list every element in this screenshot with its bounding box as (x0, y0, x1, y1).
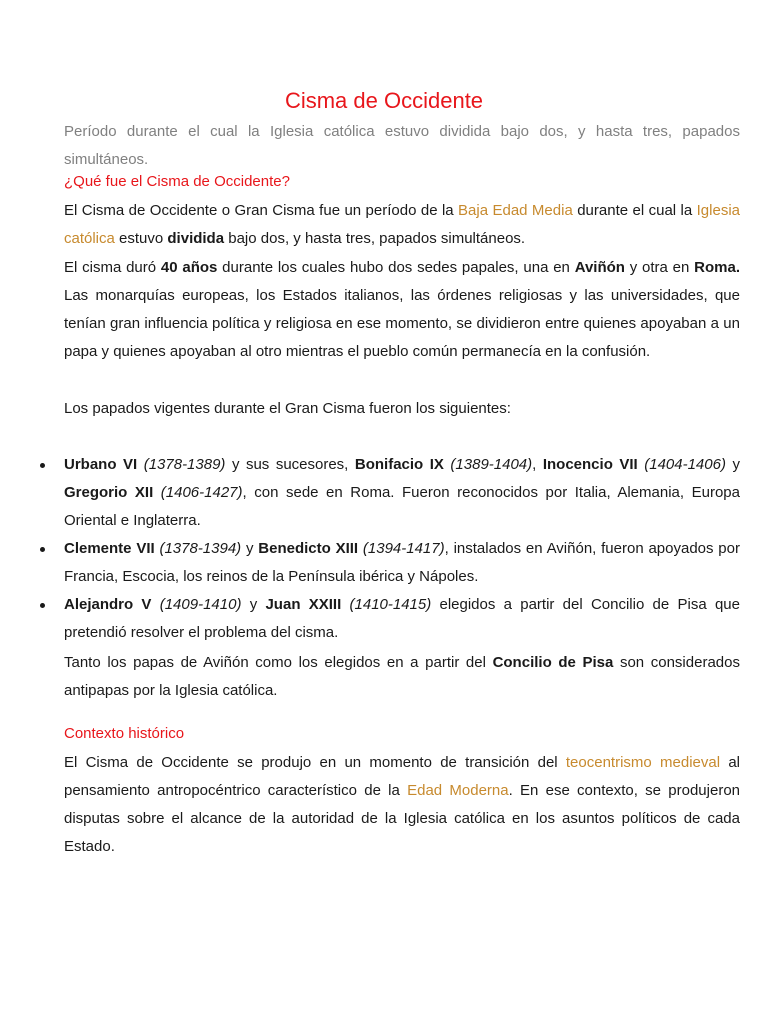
text-span: al pensamiento antropocéntrico característico de la (64, 754, 740, 799)
bullet-icon (40, 603, 45, 608)
bold-text: 40 años (160, 259, 218, 276)
text-span: , con sede en Roma. Fueron reconocidos por Italia, Alemania, Europa Oriental e Inglaterra. (64, 484, 740, 529)
paragraph-list-intro: Los papados vigentes durante el Gran Cisma fueron los siguientes: (64, 400, 511, 417)
link-teocentrismo-medieval[interactable]: teocentrismo medieval (565, 754, 721, 771)
pope-name: Bonifacio IX (354, 456, 444, 473)
pope-dates: (1404-1406) (637, 456, 726, 473)
pope-dates: (1406-1427) (153, 484, 243, 501)
papacy-list (0, 451, 768, 647)
text-span: Las monarquías europeas, los Estados italianos, las órdenes religiosas y las universidades, que tenían gran influencia política y religiosa en ese momento, se dividieron entre quienes apoyaban a un papa y quienes apoyaban al otro mientras el pueblo común permanecía en la confusión. (64, 287, 740, 360)
pope-name: Alejandro V (64, 596, 152, 613)
text-span: y sus sucesores, (225, 456, 355, 473)
pope-name: Juan XXIII (265, 596, 342, 613)
bold-text: Roma. (694, 259, 740, 276)
list-item (0, 591, 768, 647)
section-heading-what: ¿Qué fue el Cisma de Occidente? (64, 173, 290, 190)
bullet-icon (40, 463, 45, 468)
list-item-text (64, 535, 740, 591)
paragraph-antipopes (64, 649, 740, 705)
text-span: durante los cuales hubo dos sedes papales, una en (217, 259, 575, 276)
bold-text: Aviñón (574, 259, 625, 276)
pope-name: Urbano VI (64, 456, 138, 473)
pope-dates: (1378-1389) (137, 456, 226, 473)
pope-dates: (1394-1417) (358, 540, 445, 557)
paragraph-intro (64, 197, 740, 253)
text-span: son considerados antipapas por la Iglesia católica. (64, 654, 740, 699)
text-span: estuvo (114, 230, 168, 247)
pope-dates: (1389-1404) (443, 456, 533, 473)
link-baja-edad-media[interactable]: Baja Edad Media (458, 202, 573, 219)
text-span: elegidos a partir del Concilio de Pisa que pretendió resolver el problema del cisma. (64, 596, 740, 641)
text-span: El Cisma de Occidente se produjo en un momento de transición del (64, 754, 566, 771)
text-span: y otra en (624, 259, 695, 276)
text-span: y (725, 456, 740, 473)
list-item-text (64, 591, 740, 647)
text-span: y (241, 596, 266, 613)
page-title: Cisma de Occidente (284, 88, 484, 113)
paragraph-context (64, 749, 740, 861)
subtitle: Período durante el cual la Iglesia católica estuvo dividida bajo dos, y hasta tres, papados simultáneos. (64, 123, 740, 168)
text-span: durante el cual la (572, 202, 697, 219)
text-span: Tanto los papas de Aviñón como los elegidos en a partir del (64, 654, 493, 671)
pope-dates: (1409-1410) (151, 596, 242, 613)
pope-dates: (1378-1394) (154, 540, 242, 557)
paragraph-duration (64, 254, 740, 366)
text-span: El Cisma de Occidente o Gran Cisma fue un período de la (64, 202, 459, 219)
text-span: y (241, 540, 259, 557)
section-heading-context: Contexto histórico (64, 725, 185, 742)
text-span: , instalados en Aviñón, fueron apoyados por Francia, Escocia, los reinos de la Península ibérica y Nápoles. (64, 540, 740, 585)
text-span: El cisma duró (64, 259, 161, 276)
pope-name: Benedicto XIII (258, 540, 359, 557)
pope-name: Inocencio VII (542, 456, 638, 473)
text-span: , (532, 456, 543, 473)
bullet-icon (40, 547, 45, 552)
list-item-text (64, 451, 740, 535)
bold-text: dividida (167, 230, 225, 247)
list-item (0, 451, 768, 535)
pope-dates: (1410-1415) (341, 596, 432, 613)
link-edad-moderna[interactable]: Edad Moderna (407, 782, 509, 799)
pope-name: Clemente VII (64, 540, 155, 557)
text-span: . En ese contexto, se produjeron disputas sobre el alcance de la autoridad de la Iglesia católica en los asuntos políticos de cada Estado. (64, 782, 740, 855)
pope-name: Gregorio XII (64, 484, 154, 501)
text-span: bajo dos, y hasta tres, papados simultáneos. (224, 230, 526, 247)
bold-text: Concilio de Pisa (492, 654, 614, 671)
list-item (0, 535, 768, 591)
link-iglesia-catolica[interactable]: Iglesia católica (64, 202, 740, 247)
